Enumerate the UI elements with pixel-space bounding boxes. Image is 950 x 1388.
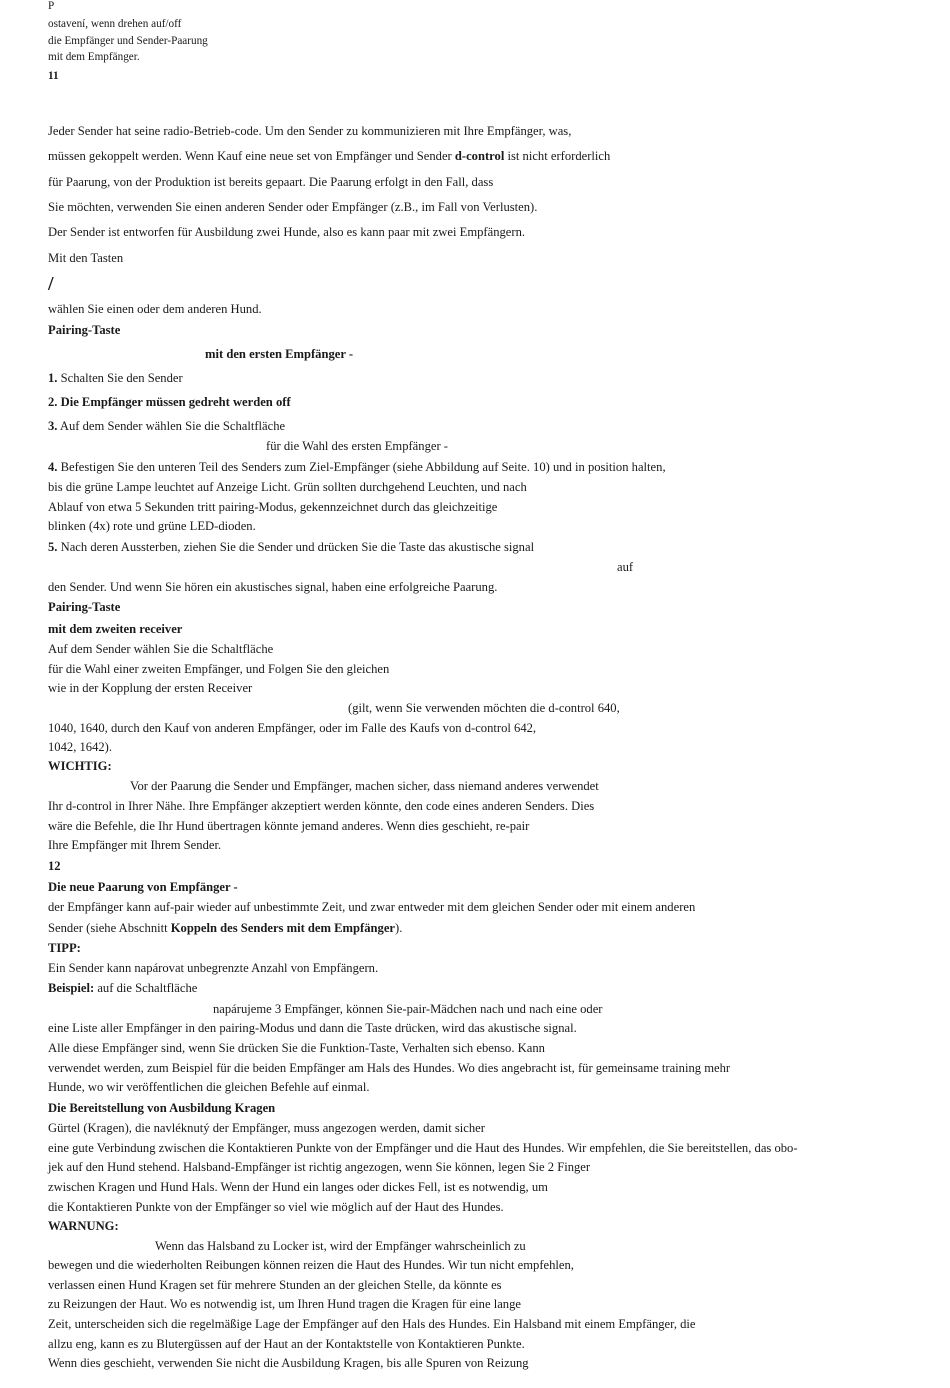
step-1 <box>48 371 183 386</box>
paragraph-line: verlassen einen Hund Kragen set für mehrere Stunden an der gleichen Stelle, da könnte es <box>48 1278 502 1292</box>
paragraph-line: Ihre Empfänger mit Ihrem Sender. <box>48 838 222 852</box>
text-segment: ). <box>395 921 403 935</box>
header-line: die Empfänger und Sender-Paarung <box>48 35 208 47</box>
header-line: mit dem Empfänger. <box>48 51 140 63</box>
step-2: 2. Die Empfänger müssen gedreht werden off <box>48 395 291 409</box>
paragraph-line: Ihr d-control in Ihrer Nähe. Ihre Empfänger akzeptiert werden könnte, den code eines anderen Senders. Dies <box>48 799 595 813</box>
header-line: ostavení, wenn drehen auf/off <box>48 18 182 30</box>
paragraph-line: die Kontaktieren Punkte von der Empfänger so viel wie möglich auf der Haut des Hundes. <box>48 1200 504 1214</box>
text-segment: ist nicht erforderlich <box>504 149 611 163</box>
step-4 <box>48 460 666 475</box>
example-label: Beispiel: <box>48 981 95 995</box>
paragraph-line: Wenn dies geschieht, verwenden Sie nicht die Ausbildung Kragen, bis alle Spuren von Reizung <box>48 1356 529 1370</box>
paragraph-line: 1042, 1642). <box>48 740 113 754</box>
paragraph-line: auf <box>617 560 634 574</box>
paragraph-line: Zeit, unterscheiden sich die regelmäßige Lage der Empfänger auf den Hals des Hundes. Ein Halsband mit einem Empfänger, die <box>48 1317 696 1331</box>
paragraph-line: Vor der Paarung die Sender und Empfänger, machen sicher, dass niemand anderes verwendet <box>130 779 599 793</box>
paragraph-line: Ein Sender kann napárovat unbegrenzte Anzahl von Empfängern. <box>48 961 379 975</box>
paragraph-line: eine Liste aller Empfänger in den pairing-Modus und dann die Taste drücken, wird das akustische signal. <box>48 1021 577 1035</box>
step-number: 5. <box>48 540 58 554</box>
step-3 <box>48 419 285 434</box>
paragraph-line: allzu eng, kann es zu Blutergüssen auf der Haut an der Kontaktstelle von Kontaktieren Punkte. <box>48 1337 525 1351</box>
step-number: 4. <box>48 460 58 474</box>
paragraph-line: für die Wahl einer zweiten Empfänger, und Folgen Sie den gleichen <box>48 662 390 676</box>
paragraph-line: bewegen und die wiederholten Reibungen können reizen die Haut des Hundes. Wir tun nicht empfehlen, <box>48 1258 574 1272</box>
section-heading: Die Bereitstellung von Ausbildung Kragen <box>48 1101 276 1115</box>
product-name: d-control <box>454 149 505 163</box>
paragraph-line <box>48 921 402 936</box>
section-subheading: mit den ersten Empfänger - <box>205 347 354 361</box>
paragraph-line: zwischen Kragen und Hund Hals. Wenn der Hund ein langes oder dickes Fell, ist es notwendig, um <box>48 1180 548 1194</box>
page-number: 12 <box>48 859 61 873</box>
paragraph-line: Alle diese Empfänger sind, wenn Sie drücken Sie die Funktion-Taste, Verhalten sich ebenso. Kann <box>48 1041 545 1055</box>
section-reference: Koppeln des Senders mit dem Empfänger <box>170 921 396 935</box>
step-text: Nach deren Aussterben, ziehen Sie die Sender und drücken Sie die Taste das akustische signal <box>57 540 535 554</box>
step-text: Auf dem Sender wählen Sie die Schaltfläche <box>57 419 286 433</box>
paragraph-line: (gilt, wenn Sie verwenden möchten die d-control 640, <box>348 701 620 715</box>
paragraph-line: bis die grüne Lampe leuchtet auf Anzeige Licht. Grün sollten durchgehend Leuchten, und nach <box>48 480 527 494</box>
tip-label: TIPP: <box>48 941 81 955</box>
paragraph-line: den Sender. Und wenn Sie hören ein akustisches signal, haben eine erfolgreiche Paarung. <box>48 580 498 594</box>
section-heading: Pairing-Taste <box>48 600 121 614</box>
section-heading: Pairing-Taste <box>48 323 121 337</box>
paragraph-line: Ablauf von etwa 5 Sekunden tritt pairing-Modus, gekennzeichnet durch das gleichzeitige <box>48 500 498 514</box>
paragraph-line: Gürtel (Kragen), die navléknutý der Empfänger, muss angezogen werden, damit sicher <box>48 1121 485 1135</box>
paragraph-line: 1040, 1640, durch den Kauf von anderen Empfänger, oder im Falle des Kaufs von d-control 642, <box>48 721 537 735</box>
example-line <box>48 981 197 996</box>
step-text: Schalten Sie den Sender <box>57 371 183 385</box>
important-label: WICHTIG: <box>48 759 112 773</box>
step-3-continuation: für die Wahl des ersten Empfänger - <box>266 439 448 453</box>
paragraph-line: blinken (4x) rote und grüne LED-dioden. <box>48 519 256 533</box>
text-segment: Sender (siehe Abschnitt <box>48 921 171 935</box>
slash-symbol: / <box>48 273 54 295</box>
section-subheading: mit dem zweiten receiver <box>48 622 183 636</box>
paragraph-line: Mit den Tasten <box>48 251 124 265</box>
step-number: 3. <box>48 419 58 433</box>
header-letter: P <box>48 0 55 12</box>
paragraph-line: wäre die Befehle, die Ihr Hund übertragen könnte jemand anderes. Wenn dies geschieht, re-pair <box>48 819 530 833</box>
paragraph-line: Der Sender ist entworfen für Ausbildung zwei Hunde, also es kann paar mit zwei Empfängern. <box>48 225 526 239</box>
paragraph-line <box>48 149 610 164</box>
paragraph-line: wählen Sie einen oder dem anderen Hund. <box>48 302 262 316</box>
paragraph-line: Sie möchten, verwenden Sie einen anderen Sender oder Empfänger (z.B., im Fall von Verlusten). <box>48 200 538 214</box>
paragraph-line: Hunde, wo wir veröffentlichen die gleichen Befehle auf einmal. <box>48 1080 370 1094</box>
paragraph-line: Auf dem Sender wählen Sie die Schaltfläche <box>48 642 274 656</box>
paragraph-line: Wenn das Halsband zu Locker ist, wird der Empfänger wahrscheinlich zu <box>155 1239 526 1253</box>
paragraph-line: napárujeme 3 Empfänger, können Sie-pair-Mädchen nach und nach eine oder <box>213 1002 603 1016</box>
paragraph-line: verwendet werden, zum Beispiel für die beiden Empfänger am Hals des Hundes. Wo dies angebracht ist, für gemeinsame training mehr <box>48 1061 731 1075</box>
step-5 <box>48 540 534 555</box>
page-number: 11 <box>48 70 59 82</box>
paragraph-line: wie in der Kopplung der ersten Receiver <box>48 681 253 695</box>
paragraph-line: für Paarung, von der Produktion ist bereits gepaart. Die Paarung erfolgt in den Fall, dass <box>48 175 494 189</box>
text-segment: auf die Schaltfläche <box>94 981 198 995</box>
text-segment: müssen gekoppelt werden. Wenn Kauf eine neue set von Empfänger und Sender <box>48 149 455 163</box>
warning-label: WARNUNG: <box>48 1219 119 1233</box>
paragraph-line: der Empfänger kann auf-pair wieder auf unbestimmte Zeit, und zwar entweder mit dem gleichen Sender oder mit einem anderen <box>48 900 696 914</box>
step-number: 1. <box>48 371 58 385</box>
paragraph-line: Jeder Sender hat seine radio-Betrieb-code. Um den Sender zu kommunizieren mit Ihre Empfänger, was, <box>48 124 572 138</box>
section-heading: Die neue Paarung von Empfänger - <box>48 880 238 894</box>
paragraph-line: zu Reizungen der Haut. Wo es notwendig ist, um Ihren Hund tragen die Kragen für eine lange <box>48 1297 521 1311</box>
paragraph-line: eine gute Verbindung zwischen die Kontaktieren Punkte von der Empfänger und die Haut des Hundes. Wir empfehlen, die Sie bereitstellen, das obo- <box>48 1141 798 1155</box>
step-text: Befestigen Sie den unteren Teil des Senders zum Ziel-Empfänger (siehe Abbildung auf Seite. 10) und in position halten, <box>57 460 666 474</box>
paragraph-line: jek auf den Hund stehend. Halsband-Empfänger ist richtig angezogen, wenn Sie können, legen Sie 2 Finger <box>48 1160 591 1174</box>
